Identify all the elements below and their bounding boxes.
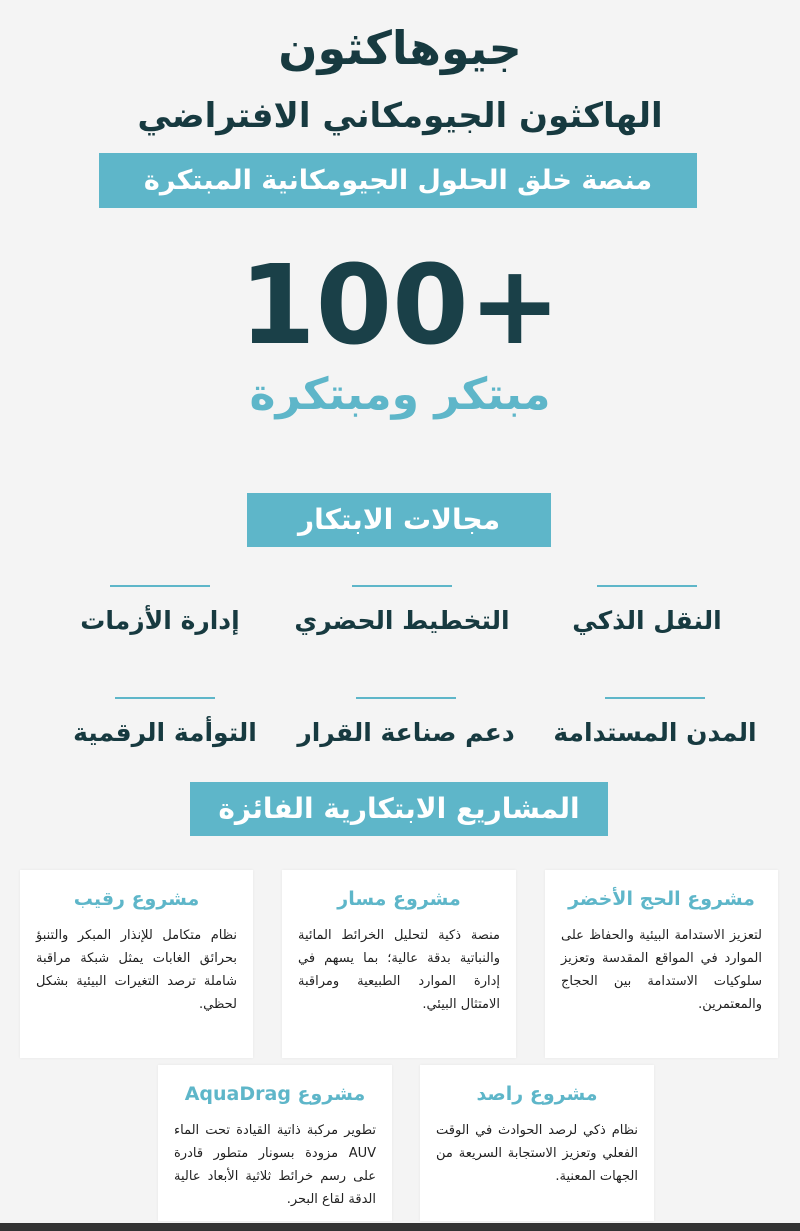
platform-banner: منصة خلق الحلول الجيومكانية المبتكرة bbox=[99, 153, 697, 208]
field-sustainable-cities bbox=[545, 697, 765, 753]
project-card-aquadrag bbox=[158, 1065, 392, 1221]
project-description: نظام ذكي لرصد الحوادث في الوقت الفعلي وتعزيز الاستجابة السريعة من الجهات المعنية. bbox=[436, 1123, 638, 1184]
project-description: تطوير مركبة ذاتية القيادة تحت الماء AUV مزودة بسونار متطور قادرة على رسم خرائط ثلاثية الأبعاد عالية الدقة لقاع البحر. bbox=[174, 1123, 376, 1207]
innovators-count: 100+ bbox=[239, 241, 561, 369]
field-label: المدن المستدامة bbox=[553, 718, 757, 747]
project-description: لتعزيز الاستدامة البيئية والحفاظ على الموارد في المواقع المقدسة وتعزيز سلوكيات الاستدامة بين الحجاج والمعتمرين. bbox=[561, 928, 762, 1012]
projects-banner: المشاريع الابتكارية الفائزة bbox=[190, 782, 608, 836]
project-title: مشروع رقيب bbox=[73, 888, 200, 910]
bottom-bar bbox=[0, 1223, 800, 1231]
project-title: مشروع راصد bbox=[476, 1083, 598, 1105]
field-crisis-management bbox=[50, 585, 270, 641]
project-description: نظام متكامل للإنذار المبكر والتنبؤ بحرائق الغابات يمثل شبكة مراقبة شاملة ترصد التغيرات البيئية بشكل لحظي. bbox=[36, 928, 237, 1012]
innovators-label: مبتكر ومبتكرة bbox=[249, 369, 551, 420]
project-description: منصة ذكية لتحليل الخرائط المائية والنباتية بدقة عالية؛ بما يسهم في إدارة الموارد الطبيعية ومراقبة الامتثال البيئي. bbox=[298, 928, 500, 1012]
field-decision-support bbox=[296, 697, 516, 753]
project-card-green-hajj bbox=[545, 870, 778, 1058]
field-label: النقل الذكي bbox=[572, 606, 722, 635]
field-label: دعم صناعة القرار bbox=[297, 718, 515, 747]
project-title: مشروع مسار bbox=[337, 888, 461, 910]
field-urban-planning bbox=[292, 585, 512, 641]
field-label: التوأمة الرقمية bbox=[73, 718, 257, 747]
field-divider bbox=[352, 585, 452, 587]
field-label: إدارة الأزمات bbox=[80, 606, 240, 635]
field-divider bbox=[356, 697, 456, 699]
page-title: جيوهاكثون bbox=[278, 21, 522, 75]
page-subtitle: الهاكثون الجيومكاني الافتراضي bbox=[137, 96, 663, 136]
fields-banner: مجالات الابتكار bbox=[247, 493, 551, 547]
field-divider bbox=[110, 585, 210, 587]
field-label: التخطيط الحضري bbox=[294, 606, 510, 635]
field-digital-twin bbox=[55, 697, 275, 753]
field-smart-transport bbox=[537, 585, 757, 641]
project-card-rased bbox=[420, 1065, 654, 1221]
field-divider bbox=[605, 697, 705, 699]
field-divider bbox=[597, 585, 697, 587]
project-card-raqeeb bbox=[20, 870, 253, 1058]
project-card-masar bbox=[282, 870, 516, 1058]
field-divider bbox=[115, 697, 215, 699]
project-title: مشروع الحج الأخضر bbox=[568, 888, 755, 910]
project-title: مشروع AquaDrag bbox=[184, 1083, 366, 1105]
